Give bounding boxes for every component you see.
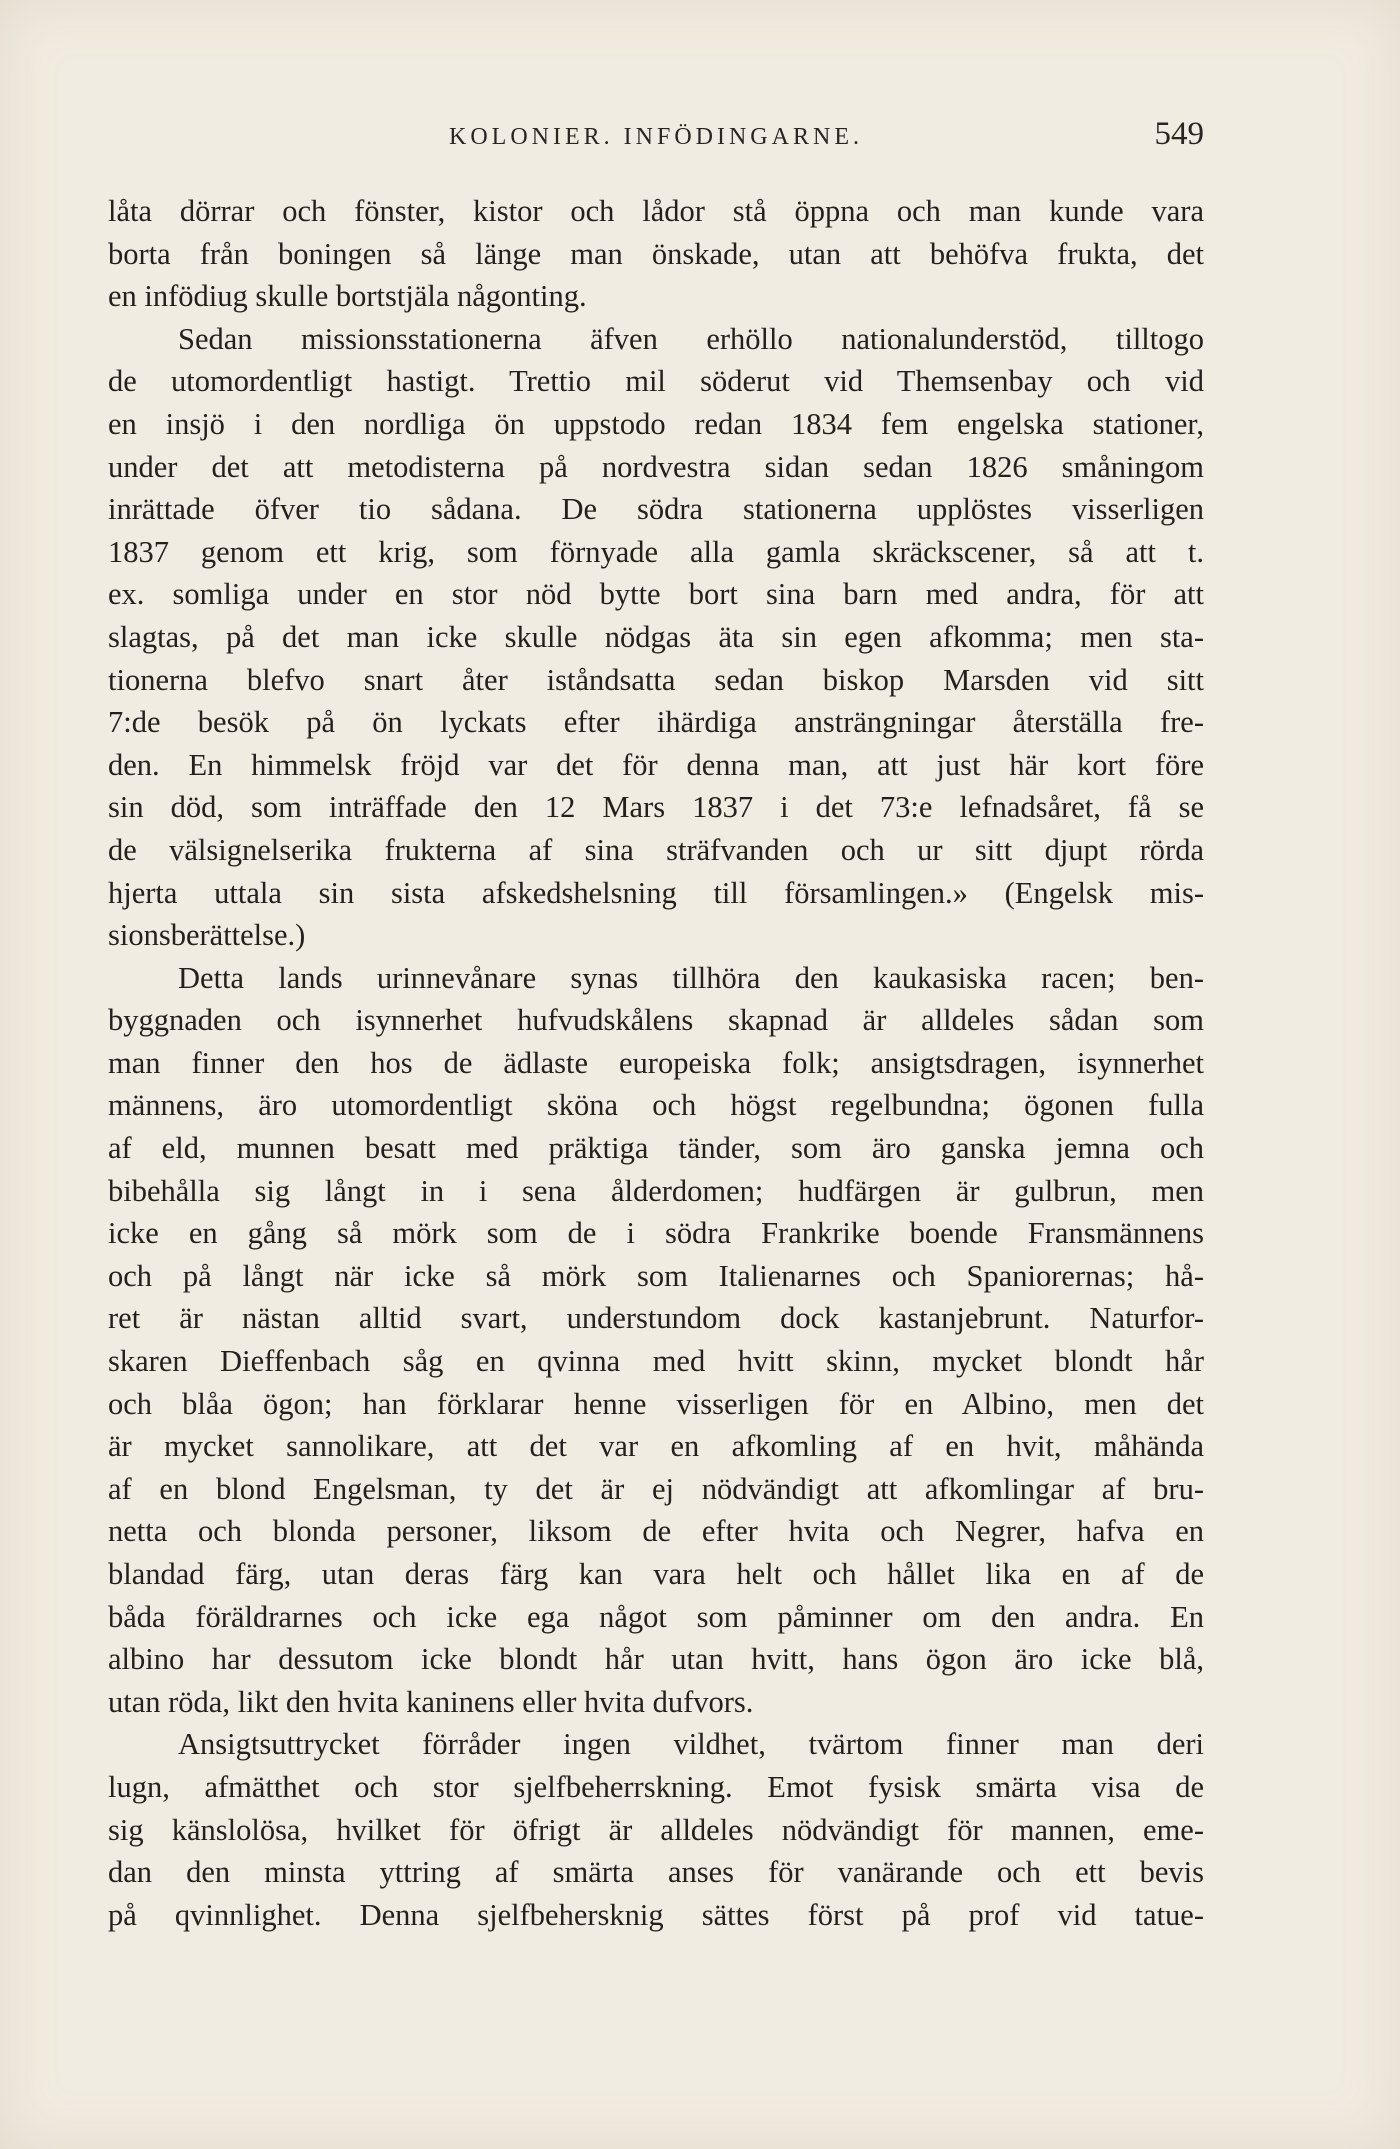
page-number: 549 bbox=[1154, 116, 1204, 152]
text-line: 7:de besök på ön lyckats efter ihärdiga ansträngningar återställa fre- bbox=[108, 705, 1204, 740]
text-line: dan den minsta yttring af smärta anses för vanärande och ett bevis bbox=[108, 1855, 1204, 1890]
text-line: hjerta uttala sin sista afskedshelsning till församlingen.» (Engelsk mis- bbox=[108, 875, 1204, 910]
text-line: ret är nästan alltid svart, understundom dock kastanjebrunt. Naturfor- bbox=[108, 1301, 1204, 1336]
paragraph bbox=[108, 318, 1204, 957]
text-line: de utomordentligt hastigt. Trettio mil söderut vid Themsenbay och vid bbox=[108, 364, 1204, 399]
text-line: ex. somliga under en stor nöd bytte bort sina barn med andra, för att bbox=[108, 577, 1204, 612]
text-line: af eld, munnen besatt med präktiga tänder, som äro ganska jemna och bbox=[108, 1131, 1204, 1166]
text-line: och blåa ögon; han förklarar henne visserligen för en Albino, men det bbox=[108, 1386, 1204, 1421]
text-line: sionsberättelse.) bbox=[108, 918, 306, 953]
text-line: båda föräldrarnes och icke ega något som påminner om den andra. En bbox=[108, 1599, 1204, 1634]
text-line: Detta lands urinnevånare synas tillhöra den kaukasiska racen; ben- bbox=[178, 960, 1204, 995]
text-line: låta dörrar och fönster, kistor och lådor stå öppna och man kunde vara bbox=[108, 194, 1204, 228]
text-line: blandad färg, utan deras färg kan vara helt och hållet lika en af de bbox=[108, 1557, 1204, 1591]
body-text bbox=[108, 190, 1204, 1936]
text-line: af en blond Engelsman, ty det är ej nödvändigt att afkomlingar af bru- bbox=[108, 1471, 1204, 1506]
text-line: utan röda, likt den hvita kaninens eller hvita dufvors. bbox=[108, 1684, 754, 1719]
text-line: Sedan missionsstationerna äfven erhöllo nationalunderstöd, tilltogo bbox=[178, 321, 1204, 356]
text-line: inrättade öfver tio sådana. De södra stationerna upplöstes visserligen bbox=[108, 492, 1204, 527]
paragraph bbox=[108, 957, 1204, 1724]
text-line: bibehålla sig långt in i sena ålderdomen; hudfärgen är gulbrun, men bbox=[108, 1173, 1204, 1208]
text-line: man finner den hos de ädlaste europeiska folk; ansigtsdragen, isynnerhet bbox=[108, 1045, 1204, 1080]
text-line: på qvinnlighet. Denna sjelfbehersknig sättes först på prof vid tatue- bbox=[108, 1897, 1204, 1932]
text-line: borta från boningen så länge man önskade, utan att behöfva frukta, det bbox=[108, 236, 1204, 271]
text-line: tionerna blefvo snart åter iståndsatta sedan biskop Marsden vid sitt bbox=[108, 662, 1204, 697]
text-line: albino har dessutom icke blondt hår utan hvitt, hans ögon äro icke blå, bbox=[108, 1642, 1204, 1677]
text-line: byggnaden och isynnerhet hufvudskålens skapnad är alldeles sådan som bbox=[108, 1003, 1204, 1038]
text-line: icke en gång så mörk som de i södra Frankrike boende Fransmännens bbox=[108, 1216, 1204, 1251]
text-line: skaren Dieffenbach såg en qvinna med hvitt skinn, mycket blondt hår bbox=[108, 1344, 1204, 1379]
text-line: sig känslolösa, hvilket för öfrigt är alldeles nödvändigt för mannen, eme- bbox=[108, 1812, 1204, 1847]
text-line: är mycket sannolikare, att det var en afkomling af en hvit, måhända bbox=[108, 1429, 1204, 1464]
paragraph bbox=[108, 1723, 1204, 1936]
text-line: en insjö i den nordliga ön uppstodo redan 1834 fem engelska stationer, bbox=[108, 406, 1204, 441]
text-line: slagtas, på det man icke skulle nödgas äta sin egen afkomma; men sta- bbox=[108, 619, 1204, 654]
page-header bbox=[108, 116, 1204, 166]
text-line: de välsignelserika frukterna af sina sträfvanden och ur sitt djupt rörda bbox=[108, 832, 1204, 867]
text-line: och på långt när icke så mörk som Italienarnes och Spaniorernas; hå- bbox=[108, 1258, 1204, 1293]
text-line: lugn, afmätthet och stor sjelfbeherrskning. Emot fysisk smärta visa de bbox=[108, 1769, 1204, 1804]
running-head: KOLONIER. INFÖDINGARNE. bbox=[449, 124, 863, 150]
paragraph bbox=[108, 190, 1204, 318]
text-line: under det att metodisterna på nordvestra sidan sedan 1826 småningom bbox=[108, 449, 1204, 484]
text-line: den. En himmelsk fröjd var det för denna man, att just här kort före bbox=[108, 747, 1204, 782]
text-line: sin död, som inträffade den 12 Mars 1837 i det 73:e lefnadsåret, få se bbox=[108, 790, 1204, 825]
text-line: männens, äro utomordentligt sköna och högst regelbundna; ögonen fulla bbox=[108, 1088, 1204, 1123]
text-line: 1837 genom ett krig, som förnyade alla gamla skräckscener, så att t. bbox=[108, 534, 1204, 569]
text-line: en infödiug skulle bortstjäla någonting. bbox=[108, 279, 587, 314]
text-line: netta och blonda personer, liksom de efter hvita och Negrer, hafva en bbox=[108, 1514, 1204, 1549]
text-line: Ansigtsuttrycket förråder ingen vildhet, tvärtom finner man deri bbox=[178, 1727, 1204, 1762]
